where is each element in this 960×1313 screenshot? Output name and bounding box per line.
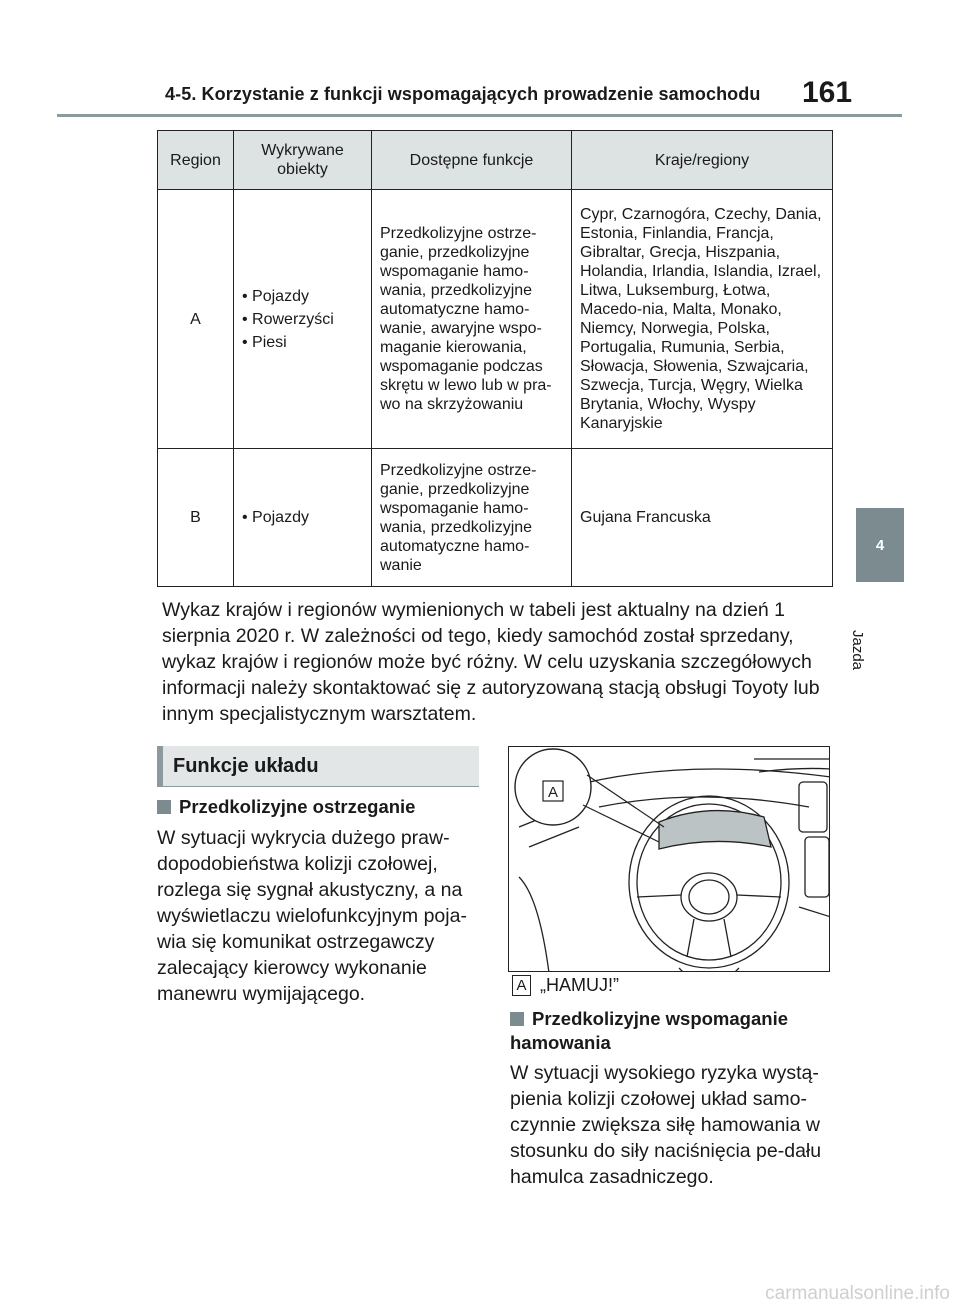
- subsection-body: W sytuacji wykrycia dużego praw-dopodobieństwa kolizji czołowej, rozlega się sygnał akustyczny, a na wyświetlaczu wielofunkcyjnym poja-wia się komunikat ostrzegawczy zalecający kierowcy wykonanie manewru wymijającego.: [157, 827, 467, 1005]
- object-item: • Rowerzyści: [242, 310, 363, 329]
- table-header-cell: Dostępne funkcje: [372, 131, 572, 190]
- subsection-heading-text: Przedkolizyjne wspomaganie hamowania: [510, 1008, 788, 1053]
- section-title: Funkcje układu: [157, 746, 479, 786]
- square-bullet-icon: [157, 800, 171, 814]
- object-item: • Pojazdy: [242, 287, 363, 306]
- meter-cluster: [659, 811, 771, 849]
- table-header-cell: Kraje/regiony: [572, 131, 833, 190]
- objects-cell: [234, 190, 372, 449]
- object-item: • Piesi: [242, 333, 363, 352]
- note-paragraph: Wykaz krajów i regionów wymienionych w tabeli jest aktualny na dzień 1 sierpnia 2020 r. W zależności od tego, kiedy samochód został sprzedany, wykaz krajów i regionów może być różny. W celu uzyskania szczegółowych informacji należy skontaktować się z autoryzowaną stacją obsługi Toyoty lub innym specjalistycznym warsztatem.: [162, 599, 820, 725]
- page-header-title: 4-5. Korzystanie z funkcji wspomagających prowadzenie samochodu: [165, 84, 761, 104]
- region-cell: B: [158, 449, 234, 587]
- object-item: • Pojazdy: [242, 508, 363, 527]
- header-divider: [57, 114, 902, 117]
- subsection-heading: [157, 795, 479, 819]
- dashboard-illustration: [508, 746, 830, 972]
- square-bullet-icon: [510, 1012, 524, 1026]
- chapter-label: Jazda: [849, 630, 866, 671]
- table-row: [158, 449, 833, 587]
- steering-wheel-figure: [509, 747, 830, 972]
- region-table: [157, 130, 833, 587]
- table-row: [158, 190, 833, 449]
- chapter-tab: 4: [856, 508, 904, 582]
- functions-cell: Przedkolizyjne ostrze-ganie, przedkolizyjne wspomaganie hamo-wania, przedkolizyjne automatyczne hamo-wanie: [372, 449, 572, 587]
- table-header-cell: Region: [158, 131, 234, 190]
- subsection-heading-text: Przedkolizyjne ostrzeganie: [179, 796, 416, 817]
- functions-cell: Przedkolizyjne ostrze-ganie, przedkolizyjne wspomaganie hamo-wania, przedkolizyjne automatyczne hamo-wanie, awaryjne wspo-maganie kierowania, wspomaganie podczas skrętu w lewo lub w pra-wo na skrzyżowaniu: [372, 190, 572, 449]
- watermark: carmanualsonline.info: [765, 1283, 950, 1304]
- callout-label: A: [547, 784, 559, 801]
- caption-label: A: [512, 975, 531, 996]
- countries-cell: Cypr, Czarnogóra, Czechy, Dania, Estonia, Finlandia, Francja, Gibraltar, Grecja, Hiszpania, Holandia, Irlandia, Islandia, Izrael, Litwa, Luksemburg, Łotwa, Macedo-nia, Malta, Monako, Niemcy, Norwegia, Polska, Portugalia, Rumunia, Serbia, Słowacja, Słowenia, Szwajcaria, Szwecja, Turcja, Węgry, Wielka Brytania, Włochy, Wyspy Kanaryjskie: [572, 190, 833, 449]
- caption-text: „HAMUJ!”: [540, 975, 619, 995]
- objects-cell: [234, 449, 372, 587]
- section-divider: [157, 786, 479, 787]
- region-cell: A: [158, 190, 234, 449]
- subsection-heading: [510, 1007, 832, 1055]
- table-header-row: [158, 131, 833, 190]
- subsection-body: W sytuacji wysokiego ryzyka wystą-pienia kolizji czołowej układ samo-czynnie zwiększa siłę hamowania w stosunku do siły naciśnięcia pe-dału hamulca zasadniczego.: [510, 1062, 822, 1188]
- page-number: 161: [802, 76, 853, 109]
- countries-cell: Gujana Francuska: [572, 449, 833, 587]
- table-header-cell: Wykrywane obiekty: [234, 131, 372, 190]
